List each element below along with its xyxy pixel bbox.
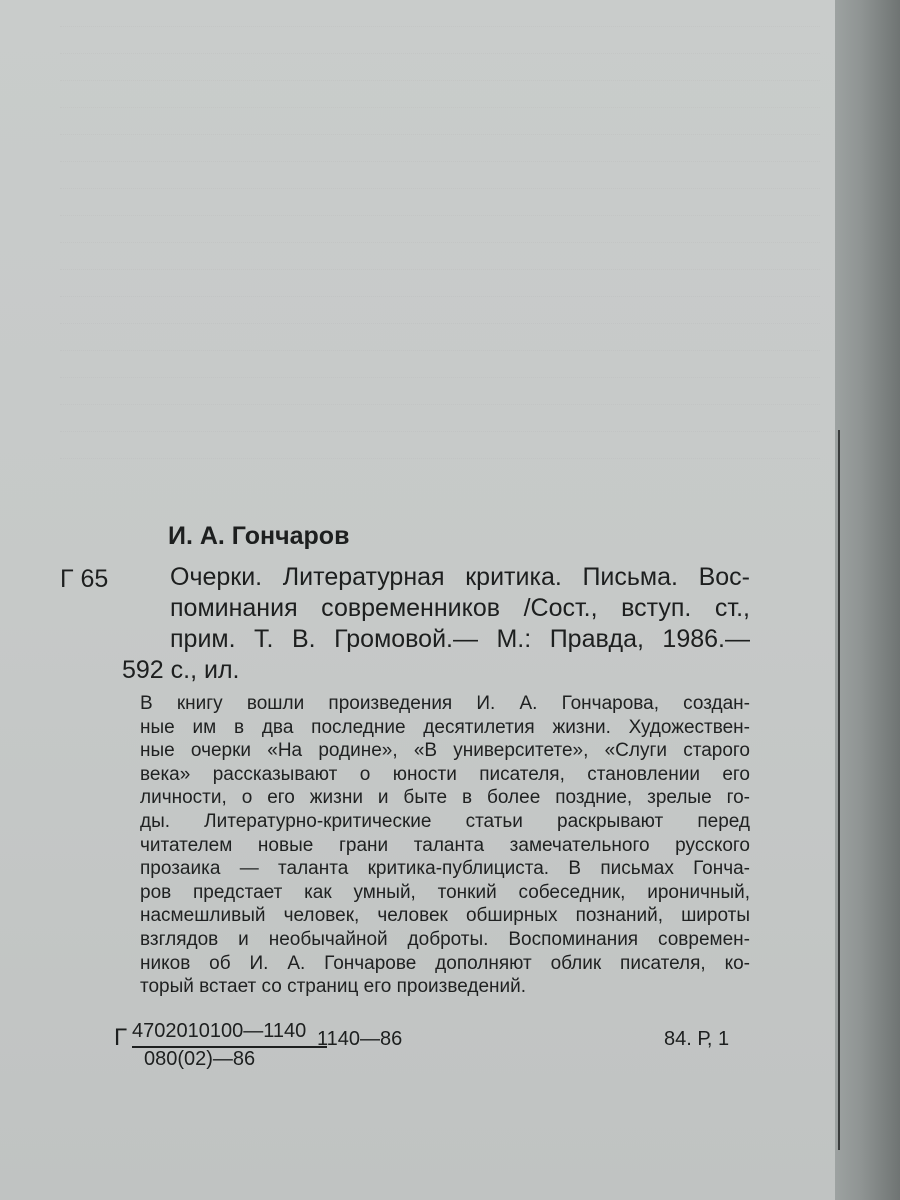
bibliographic-line: Очерки. Литературная критика. Письма. Вос-: [170, 563, 750, 591]
annotation-line: ные очерки «На родине», «В университете», «Слуги старого: [140, 740, 750, 762]
bibliographic-line: 592 с., ил.: [122, 656, 240, 684]
page-gutter-line: [838, 430, 840, 1150]
bibliographic-line: прим. Т. В. Громовой.— М.: Правда, 1986.—: [170, 625, 750, 653]
annotation-line: века» рассказывают о юности писателя, становлении его: [140, 763, 750, 785]
code-middle: 1140—86: [317, 1028, 403, 1050]
show-through-text: [60, 0, 820, 460]
annotation-line: прозаика — таланта критика-публициста. В письмах Гонча-: [140, 858, 750, 880]
annotation-line: ды. Литературно-критические статьи раскрывают перед: [140, 810, 750, 832]
annotation-line: личности, о его жизни и быте в более поздние, зрелые го-: [140, 787, 750, 809]
annotation-line: В книгу вошли произведения И. А. Гончарова, создан-: [140, 693, 750, 714]
bibliographic-description: [122, 562, 750, 686]
code-bbk: 84. Р, 1: [664, 1028, 730, 1050]
annotation-line: читателем новые грани таланта замечательного русского: [140, 834, 750, 856]
annotation-line: ников об И. А. Гончарове дополняют облик писателя, ко-: [140, 952, 750, 974]
bibliographic-line: поминания современников /Сост., вступ. ст.,: [170, 594, 750, 622]
code-prefix: Г: [114, 1024, 127, 1051]
code-numerator: 4702010100—1140: [132, 1020, 307, 1042]
annotation-line: насмешливый человек, человек обширных познаний, широты: [140, 905, 750, 927]
annotation-paragraph: [140, 692, 750, 999]
library-index-code: Г 65: [60, 565, 109, 593]
annotation-line: взглядов и необычайной доброты. Воспоминания современ-: [140, 928, 750, 950]
annotation-line: торый встает со страниц его произведений.: [140, 976, 527, 998]
annotation-line: ров предстает как умный, тонкий собеседник, ироничный,: [140, 881, 750, 903]
annotation-line: ные им в два последние десятилетия жизни. Художествен-: [140, 716, 750, 738]
classification-code: [112, 1020, 762, 1080]
code-denominator: 080(02)—86: [144, 1048, 256, 1070]
adjacent-page-edge: [835, 0, 900, 1200]
author-name: И. А. Гончаров: [168, 522, 350, 550]
